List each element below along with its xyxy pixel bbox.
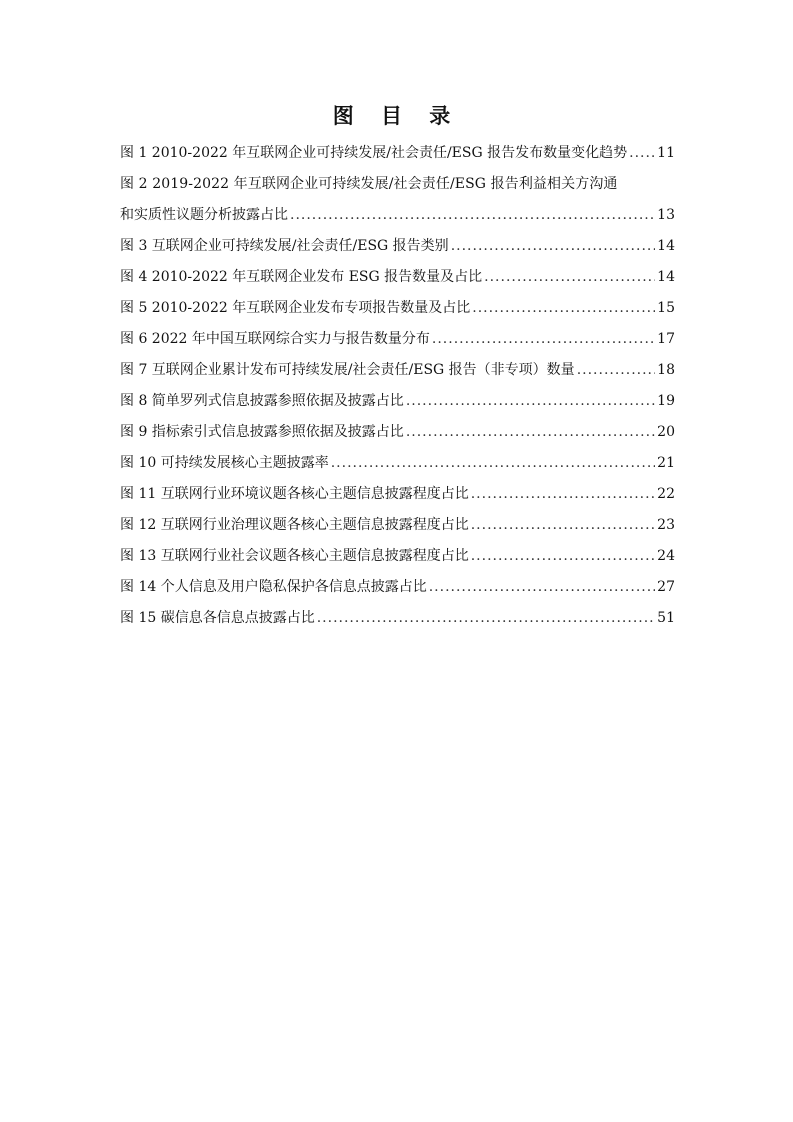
- dot-leader: [432, 324, 655, 355]
- toc-entry-9[interactable]: [120, 417, 675, 448]
- toc-entry-5[interactable]: [120, 293, 675, 324]
- toc-entry-text: 和实质性议题分析披露占比: [120, 207, 288, 223]
- dot-leader: [471, 541, 655, 572]
- dot-leader: [406, 386, 655, 417]
- toc-entry-1[interactable]: [120, 138, 675, 169]
- toc-page-number: 14: [657, 238, 675, 254]
- toc-entry-15[interactable]: [120, 603, 675, 634]
- toc-entry-8[interactable]: [120, 386, 675, 417]
- dot-leader: [471, 510, 655, 541]
- dot-leader: [451, 231, 655, 262]
- toc-entry-text: 图 5 2010-2022 年互联网企业发布专项报告数量及占比: [120, 300, 471, 316]
- toc-page-number: 51: [657, 610, 675, 626]
- toc-page-number: 24: [657, 548, 675, 564]
- toc-page-number: 23: [657, 517, 675, 533]
- toc-entry-7[interactable]: [120, 355, 675, 386]
- toc-entry-4[interactable]: [120, 262, 675, 293]
- dot-leader: [317, 603, 655, 634]
- dot-leader: [331, 448, 655, 479]
- figure-list: [120, 138, 675, 634]
- toc-page-number: 27: [657, 579, 675, 595]
- toc-entry-text: 图 3 互联网企业可持续发展/社会责任/ESG 报告类别: [120, 238, 449, 254]
- toc-entry-text: 图 7 互联网企业累计发布可持续发展/社会责任/ESG 报告（非专项）数量: [120, 362, 575, 378]
- dot-leader: [290, 200, 655, 231]
- toc-page-number: 13: [657, 207, 675, 223]
- dot-leader: [406, 417, 655, 448]
- toc-entry-text: 图 6 2022 年中国互联网综合实力与报告数量分布: [120, 331, 430, 347]
- toc-entry-text: 图 1 2010-2022 年互联网企业可持续发展/社会责任/ESG 报告发布数量变化趋势: [120, 145, 628, 161]
- toc-entry-text: 图 10 可持续发展核心主题披露率: [120, 455, 329, 471]
- toc-entry-2[interactable]: [120, 169, 675, 231]
- toc-entry-13[interactable]: [120, 541, 675, 572]
- dot-leader: [629, 138, 655, 169]
- toc-entry-11[interactable]: [120, 479, 675, 510]
- dot-leader: [429, 572, 655, 603]
- toc-entry-text: 图 13 互联网行业社会议题各核心主题信息披露程度占比: [120, 548, 469, 564]
- toc-page-number: 18: [657, 362, 675, 378]
- toc-entry-text: 图 4 2010-2022 年互联网企业发布 ESG 报告数量及占比: [120, 269, 483, 285]
- toc-page-number: 14: [657, 269, 675, 285]
- toc-page-number: 20: [657, 424, 675, 440]
- toc-entry-text: 图 12 互联网行业治理议题各核心主题信息披露程度占比: [120, 517, 469, 533]
- toc-entry-6[interactable]: [120, 324, 675, 355]
- toc-entry-3[interactable]: [120, 231, 675, 262]
- dot-leader: [471, 479, 655, 510]
- page-title: 图 目 录: [332, 104, 461, 128]
- toc-entry-text: 图 11 互联网行业环境议题各核心主题信息披露程度占比: [120, 486, 469, 502]
- dot-leader: [484, 262, 655, 293]
- toc-entry-12[interactable]: [120, 510, 675, 541]
- toc-entry-text: 图 8 简单罗列式信息披露参照依据及披露占比: [120, 393, 404, 409]
- toc-page-number: 17: [657, 331, 675, 347]
- toc-entry-text: 图 14 个人信息及用户隐私保护各信息点披露占比: [120, 579, 427, 595]
- toc-entry-text: 图 9 指标索引式信息披露参照依据及披露占比: [120, 424, 404, 440]
- toc-entry-text: 图 15 碳信息各信息点披露占比: [120, 610, 315, 626]
- toc-entry-10[interactable]: [120, 448, 675, 479]
- toc-page-number: 15: [657, 300, 675, 316]
- toc-page-number: 22: [657, 486, 675, 502]
- toc-page-number: 11: [657, 145, 675, 161]
- toc-entry-14[interactable]: [120, 572, 675, 603]
- dot-leader: [577, 355, 655, 386]
- toc-page-number: 21: [657, 455, 675, 471]
- toc-entry-text-line1: 图 2 2019-2022 年互联网企业可持续发展/社会责任/ESG 报告利益相关方沟通: [120, 176, 618, 192]
- toc-page-number: 19: [657, 393, 675, 409]
- dot-leader: [472, 293, 655, 324]
